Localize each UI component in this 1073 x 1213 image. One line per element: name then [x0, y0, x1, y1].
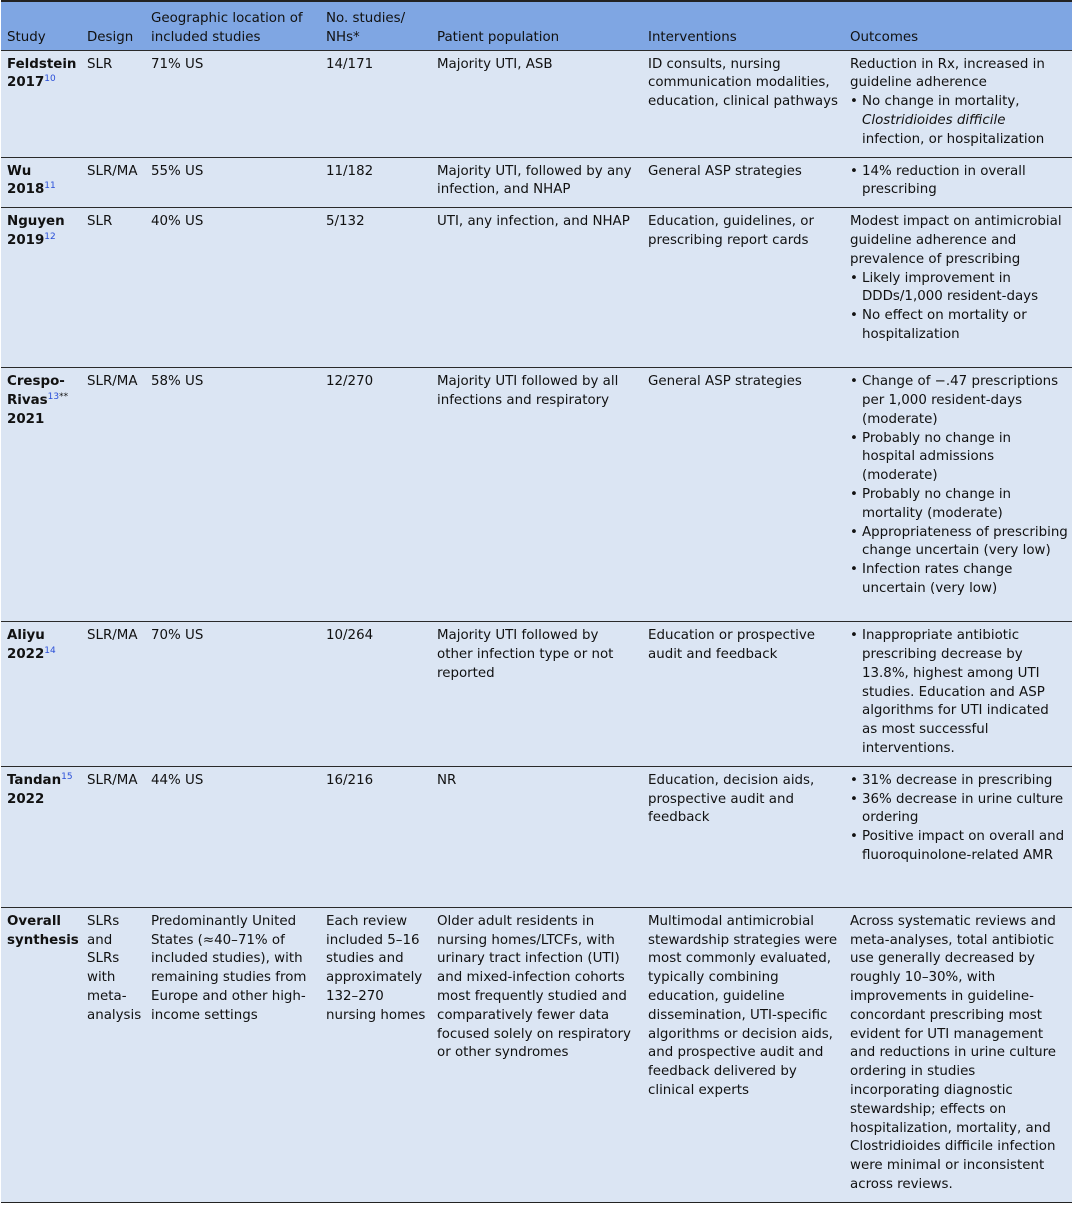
study-year: 2022 [7, 791, 45, 807]
table-row [1, 50, 1072, 157]
outcome-list [850, 93, 1068, 149]
study-year: 2021 [7, 411, 45, 427]
header-population: Patient population [431, 1, 642, 50]
reference-link[interactable]: 13 [47, 391, 60, 402]
header-design: Design [81, 1, 145, 50]
outcome-bullet: • Inappropriate antibiotic prescribing decrease by 13.8%, highest among UTI studies. Education and ASP algorithms for UTI indicated as most successful interventions. [850, 627, 1068, 759]
studies-cell: 10/264 [320, 622, 431, 767]
studies-cell: 11/182 [320, 157, 431, 208]
location-cell: 55% US [145, 157, 320, 208]
population-cell: NR [431, 766, 642, 907]
outcome-list [850, 163, 1068, 201]
design-cell: SLR/MA [81, 622, 145, 767]
outcomes-cell [844, 208, 1072, 368]
footnote-marker: ** [59, 391, 69, 402]
study-cell [1, 157, 81, 208]
outcome-lead: Modest impact on antimicrobial guideline adherence and prevalence of prescribing [850, 214, 1062, 267]
header-location: Geographic location of included studies [145, 1, 320, 50]
reference-link[interactable]: 12 [44, 231, 56, 242]
population-cell: Majority UTI, ASB [431, 50, 642, 157]
design-cell: SLR/MA [81, 766, 145, 907]
table-row [1, 157, 1072, 208]
outcome-lead: Reduction in Rx, increased in guideline adherence [850, 56, 1045, 91]
study-cell [1, 766, 81, 907]
interventions-cell: General ASP strategies [642, 157, 844, 208]
studies-cell: 16/216 [320, 766, 431, 907]
population-cell: Older adult residents in nursing homes/LTCFs, with urinary tract infection (UTI) and mixed-infection cohorts most frequently studied and comparatively fewer data focused solely on respiratory or other syndromes [431, 907, 642, 1202]
reference-link[interactable]: 11 [44, 181, 56, 192]
design-cell: SLR/MA [81, 157, 145, 208]
outcome-bullet: • Positive impact on overall and fluoroquinolone-related AMR [850, 828, 1068, 866]
study-name: Nguyen 2019 [7, 214, 65, 248]
outcome-list [850, 772, 1068, 866]
outcomes-cell [844, 766, 1072, 907]
population-cell: Majority UTI followed by all infections and respiratory [431, 368, 642, 622]
header-study: Study [1, 1, 81, 50]
organism-name: Clostridioides difficile [862, 112, 1006, 128]
outcome-bullet: • Probably no change in hospital admissions (moderate) [850, 430, 1068, 486]
outcome-bullet: • Probably no change in mortality (moderate) [850, 486, 1068, 524]
reference-link[interactable]: 10 [44, 74, 56, 85]
outcome-bullet: • Change of −.47 prescriptions per 1,000 resident-days (moderate) [850, 373, 1068, 429]
design-cell: SLRs and SLRs with meta-analysis [81, 907, 145, 1202]
outcome-bullet: • Infection rates change uncertain (very low) [850, 561, 1068, 599]
outcome-bullet: • Likely improvement in DDDs/1,000 resident-days [850, 270, 1068, 308]
population-cell: Majority UTI, followed by any infection, and NHAP [431, 157, 642, 208]
study-cell [1, 50, 81, 157]
table-row [1, 368, 1072, 622]
interventions-cell: Education or prospective audit and feedback [642, 622, 844, 767]
study-cell [1, 208, 81, 368]
outcomes-cell [844, 50, 1072, 157]
study-cell [1, 622, 81, 767]
study-cell [1, 368, 81, 622]
interventions-cell: ID consults, nursing communication modalities, education, clinical pathways [642, 50, 844, 157]
studies-cell: 5/132 [320, 208, 431, 368]
study-name: Feldstein 2017 [7, 56, 77, 91]
interventions-cell: Education, guidelines, or prescribing report cards [642, 208, 844, 368]
outcome-bullet: • No effect on mortality or hospitalization [850, 307, 1068, 345]
outcome-bullet: • No change in mortality, Clostridioides difficile infection, or hospitalization [850, 93, 1068, 149]
location-cell: 71% US [145, 50, 320, 157]
interventions-cell: General ASP strategies [642, 368, 844, 622]
header-studies: No. studies/ NHs* [320, 1, 431, 50]
reference-link[interactable]: 15 [61, 771, 73, 782]
study-name: Aliyu 2022 [7, 628, 45, 662]
studies-cell: Each review included 5–16 studies and approximately 132–270 nursing homes [320, 907, 431, 1202]
table-row [1, 766, 1072, 907]
location-cell: Predominantly United States (≈40–71% of included studies), with remaining studies from Europe and other high-income settings [145, 907, 320, 1202]
location-cell: 58% US [145, 368, 320, 622]
outcomes-cell [844, 622, 1072, 767]
outcome-list [850, 373, 1068, 599]
interventions-cell: Education, decision aids, prospective audit and feedback [642, 766, 844, 907]
outcome-bullet: • 36% decrease in urine culture ordering [850, 791, 1068, 829]
population-cell: Majority UTI followed by other infection type or not reported [431, 622, 642, 767]
table-row [1, 622, 1072, 767]
design-cell: SLR/MA [81, 368, 145, 622]
studies-cell: 14/171 [320, 50, 431, 157]
study-name: Overall synthesis [1, 907, 81, 1202]
design-cell: SLR [81, 50, 145, 157]
outcome-bullet: • Appropriateness of prescribing change uncertain (very low) [850, 524, 1068, 562]
studies-table [1, 0, 1072, 1203]
location-cell: 44% US [145, 766, 320, 907]
design-cell: SLR [81, 208, 145, 368]
header-row [1, 1, 1072, 50]
table-row [1, 208, 1072, 368]
reference-link[interactable]: 14 [44, 645, 56, 656]
outcome-bullet: • 14% reduction in overall prescribing [850, 163, 1068, 201]
interventions-cell: Multimodal antimicrobial stewardship strategies were most commonly evaluated, typically combining education, guideline dissemination, UTI-specific algorithms or decision aids, and prospective audit and feedback delivered by clinical experts [642, 907, 844, 1202]
study-name: Crespo-Rivas [7, 374, 65, 408]
outcomes-cell: Across systematic reviews and meta-analyses, total antibiotic use generally decreased by roughly 10–30%, with improvements in guideline-concordant prescribing most evident for UTI management and reductions in urine culture ordering in studies incorporating diagnostic stewardship; effects on hospitalization, mortality, and Clostridioides difficile infection were minimal or inconsistent across reviews. [844, 907, 1072, 1202]
outcome-list [850, 627, 1068, 759]
outcome-bullet: • 31% decrease in prescribing [850, 772, 1068, 791]
study-name: Wu 2018 [7, 163, 45, 198]
location-cell: 70% US [145, 622, 320, 767]
population-cell: UTI, any infection, and NHAP [431, 208, 642, 368]
location-cell: 40% US [145, 208, 320, 368]
outcomes-cell [844, 368, 1072, 622]
outcome-list [850, 270, 1068, 345]
studies-cell: 12/270 [320, 368, 431, 622]
outcomes-cell [844, 157, 1072, 208]
header-outcomes: Outcomes [844, 1, 1072, 50]
study-name: Tandan [7, 772, 62, 788]
table-row [1, 907, 1072, 1202]
header-interventions: Interventions [642, 1, 844, 50]
